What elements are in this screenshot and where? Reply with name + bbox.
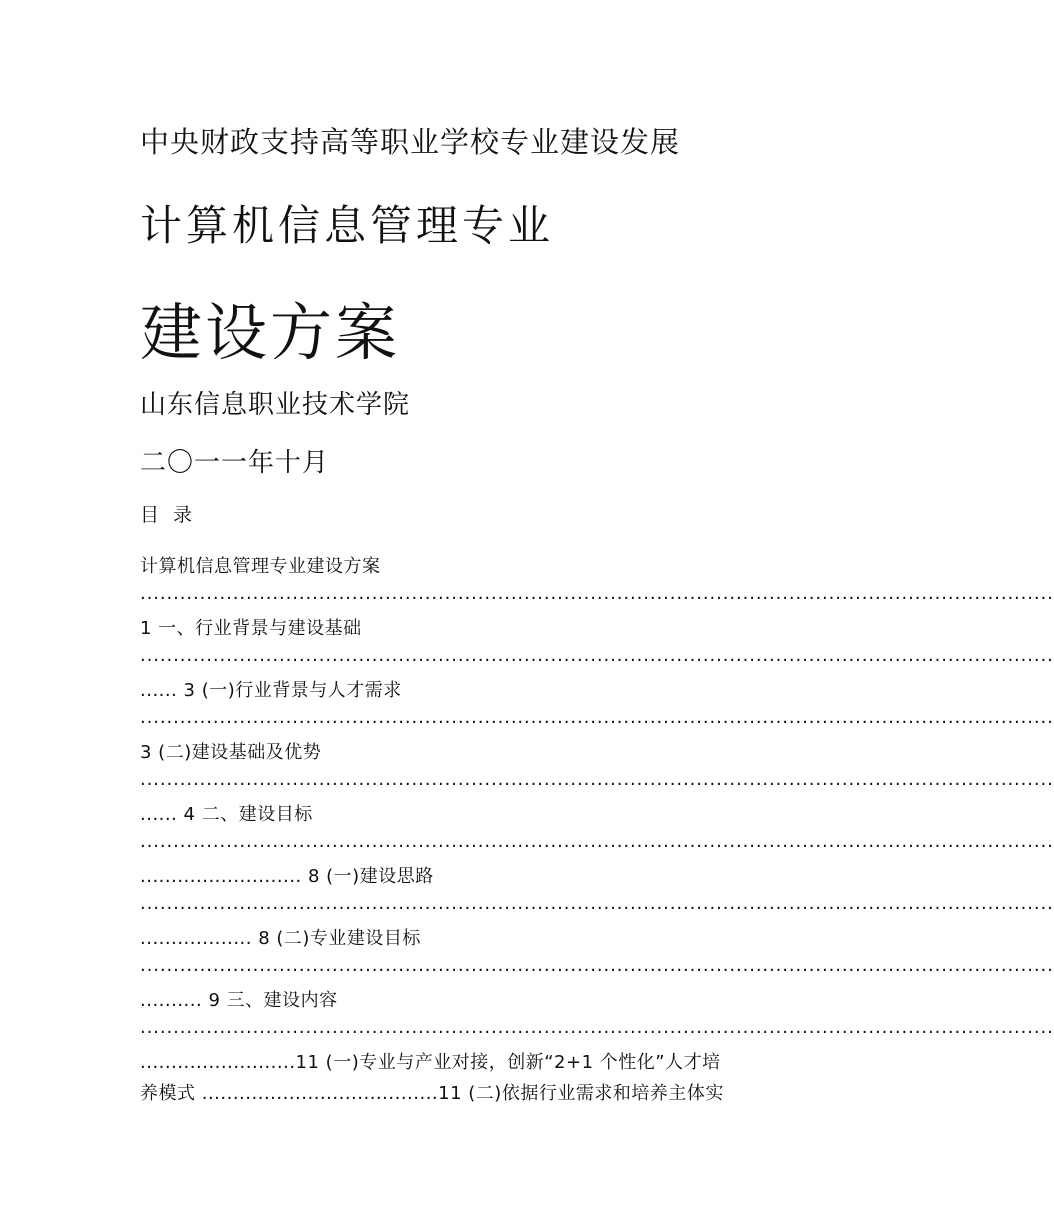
toc-line: 3 (二)建设基础及优势: [140, 742, 322, 763]
dot-leader: ..........................................................................................................................................: [140, 769, 1054, 790]
dot-leader: ..........................................................................................................................................: [140, 955, 1054, 976]
toc-line: .......................... 8 (一)建设思路: [140, 866, 434, 887]
toc-line: ...... 3 (一)行业背景与人才需求: [140, 680, 402, 701]
toc-line: 养模式 ......................................11 (二)依据行业需求和培养主体实: [140, 1083, 724, 1104]
document-title: 建设方案: [140, 296, 401, 369]
dot-leader: ..........................................................................................................................................: [140, 831, 1054, 852]
toc-line: .........................11 (一)专业与产业对接，创新“2+1 个性化”人才培: [140, 1052, 721, 1073]
header-line: 中央财政支持高等职业学校专业建设发展: [140, 125, 681, 159]
document-date: 二〇一一年十月: [140, 448, 330, 478]
dot-leader: ..........................................................................................................................................: [140, 583, 1054, 604]
dot-leader: ..........................................................................................................................................: [140, 1017, 1054, 1038]
major-title: 计算机信息管理专业: [140, 201, 555, 250]
toc-line: 1 一、行业背景与建设基础: [140, 618, 362, 639]
dot-leader: ..........................................................................................................................................: [140, 645, 1054, 666]
institution-name: 山东信息职业技术学院: [140, 390, 411, 420]
toc-line: ...... 4 二、建设目标: [140, 804, 313, 825]
toc-line: 计算机信息管理专业建设方案: [140, 556, 381, 577]
dot-leader: ..........................................................................................................................................: [140, 893, 1054, 914]
toc-line: .................. 8 (二)专业建设目标: [140, 928, 421, 949]
dot-leader: ..........................................................................................................................................: [140, 707, 1054, 728]
toc-heading: 目 录: [140, 504, 197, 526]
toc-line: .......... 9 三、建设内容: [140, 990, 338, 1011]
